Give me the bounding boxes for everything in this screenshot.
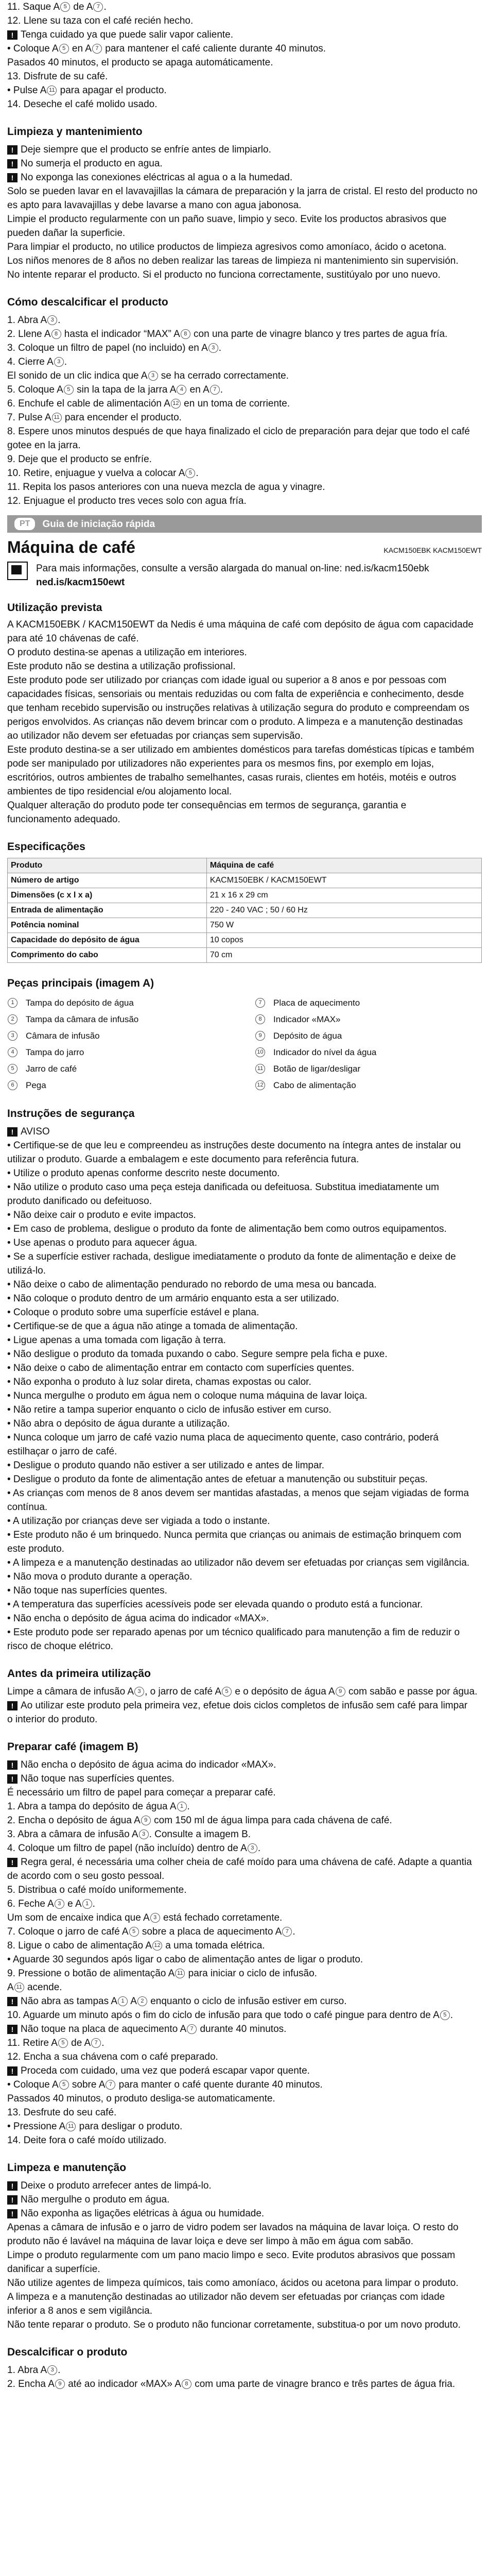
warning-icon: ! [7, 1858, 18, 1867]
text-line: Este produto destina-se a ser utilizado em ambientes domésticos para tarefas domésticas típicas e também [7, 744, 475, 755]
text-line: • Este produto não é um brinquedo. Nunca permita que crianças ou animais de estimação brinquem com [7, 1530, 462, 1540]
text-line: Não utilize agentes de limpeza químicos, tais como amoníaco, ácidos ou acetona para limpar o produto. [7, 2278, 459, 2289]
list-item [255, 1044, 482, 1060]
part-reference-marker: 7 [282, 1927, 292, 1937]
specifications-title: Especificações [7, 841, 85, 853]
part-reference-marker: 8 [181, 329, 190, 339]
text-line: risco de choque elétrico. [7, 1641, 113, 1652]
part-reference-marker: 3 [47, 315, 57, 325]
table-row [8, 918, 482, 933]
warning-icon: ! [7, 159, 18, 168]
text-line: • Não exponha o produto à luz solar direta, chamas expostas ou calor. [7, 1377, 311, 1387]
part-reference-marker: 3 [150, 1913, 160, 1923]
text-line: produto danificado ou defeituoso. [7, 1196, 152, 1207]
text-line: escritórios, outros ambientes de trabalho semelhantes, casas rurais, clientes em hotéis, motéis e outros [7, 772, 457, 783]
text-line: • Coloque A 5 sobre A 7 para manter o café quente durante 40 minutos. [7, 2079, 323, 2090]
text-line: 9. Pressione o botão de alimentação A 11 para iniciar o ciclo de infusão. [7, 1968, 317, 1979]
text-line: 10. Aguarde um minuto após o fim do ciclo de infusão para que todo o café pingue para dentro de A 5 . [7, 2010, 453, 2021]
part-name: Pega [26, 1080, 46, 1090]
text-line: 14. Deite fora o café moído utilizado. [7, 2135, 167, 2146]
text-line: de acordo com o seu gosto pessoal. [7, 1871, 165, 1882]
text-line: Limpe o produto regularmente com um pano macio limpo e seco. Evite produtos abrasivos que possam [7, 2250, 456, 2261]
text-line: Qualquer alteração do produto pode ter consequências em termos de segurança, garantia e [7, 800, 407, 811]
warning-icon: ! [7, 1997, 18, 2006]
table-header-row [8, 858, 482, 873]
text-line: 4. Cierre A 3 . [7, 357, 67, 367]
text-line: Los niños menores de 8 años no deben realizar las tareas de limpieza ni mantenimiento sin supervisión. [7, 256, 459, 266]
table-row [8, 948, 482, 963]
first-use-title: Antes da primeira utilização [7, 1668, 151, 1680]
text-line: pode ser manipulado por utilizadores não experientes para os mesmos fins, por exemplo em lojas, [7, 758, 434, 769]
intended-use-text [7, 618, 482, 826]
text-line: Limpe a câmara de infusão A 3 , o jarro de café A 5 e o depósito de água A 9 com sabão e passe por água. [7, 1686, 478, 1697]
text-line: • Aguarde 30 segundos após ligar o cabo de alimentação antes de ligar o produto. [7, 1954, 363, 1965]
text-line: • Em caso de problema, desligue o produto da fonte de alimentação bem como outros equipamentos. [7, 1224, 447, 1234]
part-reference-marker: 5 [59, 44, 69, 54]
table-row [8, 933, 482, 948]
es-cleaning-title: Limpieza y mantenimiento [7, 126, 143, 138]
spec-label: Entrada de alimentação [8, 903, 207, 918]
text-line: ambientes de tipo residencial e/ou alojamento local. [7, 786, 232, 797]
text-line: ! Ao utilizar este produto pela primeira vez, efetue dois ciclos completos de infusão sem café para limpar [7, 1699, 482, 1713]
text-line: es apto para lavavajillas y debe lavarse a mano con agua jabonosa. [7, 200, 302, 211]
text-line: • Não deixe cair o produto e evite impactos. [7, 1210, 196, 1221]
part-reference-marker: 11 [66, 2122, 76, 2131]
pt-cleaning-text [7, 2179, 482, 2332]
part-reference-marker: 3 [248, 1843, 257, 1853]
list-item [7, 1011, 234, 1027]
text-line: A limpeza e a manutenção destinadas ao utilizador não devem ser efetuadas por crianças com idade [7, 2292, 445, 2302]
part-number-marker: 1 [8, 998, 18, 1008]
part-name: Placa de aquecimento [273, 997, 360, 1008]
text-line: 1. Abra a tampa do depósito de água A 1 . [7, 1801, 190, 1812]
text-line: que tenham recebido supervisão ou instruções relativas à utilização segura do produto e compreendam os [7, 703, 469, 714]
part-reference-marker: 7 [93, 2, 103, 12]
list-item [7, 1060, 234, 1077]
part-name: Indicador «MAX» [273, 1014, 341, 1024]
text-line: • Use apenas o produto para aquecer água. [7, 1238, 197, 1248]
part-reference-marker: 5 [185, 468, 195, 478]
text-line: ! Deje siempre que el producto se enfríe antes de limpiarlo. [7, 143, 482, 157]
list-item [7, 1077, 234, 1093]
text-line: 3. Coloque un filtro de papel (no incluido) en A 3 . [7, 343, 222, 353]
text-line: 1. Abra A 3 . [7, 2365, 61, 2376]
text-line: 11. Repita los pasos anteriores con una nueva mezcla de agua y vinagre. [7, 482, 325, 493]
text-line: • Se a superfície estiver rachada, desligue imediatamente o produto da fonte de alimentação e deixe de [7, 1251, 456, 1262]
part-reference-marker: 3 [55, 1899, 64, 1909]
text-line: El sonido de un clic indica que A 3 se ha cerrado correctamente. [7, 370, 289, 381]
text-line: Limpie el producto regularmente con un paño suave, limpio y seco. Evite los productos abrasivos que [7, 214, 447, 225]
warning-icon: ! [7, 1127, 18, 1137]
part-reference-marker: 11 [52, 413, 62, 422]
text-line: • A utilização por crianças deve ser vigiada a todo o instante. [7, 1516, 270, 1527]
part-reference-marker: 7 [187, 2024, 197, 2034]
manual-book-icon [7, 562, 28, 580]
spec-value: 750 W [206, 918, 481, 933]
es-cleaning-text [7, 143, 482, 282]
part-name: Botão de ligar/desligar [273, 1063, 361, 1074]
text-line: Este produto pode ser utilizado por crianças com idade igual ou superior a 8 anos e por pessoas com [7, 675, 447, 686]
text-line: • Não desligue o produto da tomada puxando o cabo. Segure sempre pela ficha e puxe. [7, 1349, 388, 1360]
text-line: • As crianças com menos de 8 anos devem ser mantidas afastadas, a menos que sejam vigiadas de forma [7, 1488, 469, 1499]
part-reference-marker: 7 [106, 2080, 115, 2090]
part-reference-marker: 7 [210, 385, 220, 395]
text-line: 7. Pulse A 11 para encender el producto. [7, 412, 182, 423]
page-title: Máquina de café [7, 538, 135, 556]
text-line: utilizá-lo. [7, 1265, 46, 1276]
part-number-marker: 7 [255, 998, 265, 1008]
part-reference-marker: 12 [171, 399, 181, 409]
text-line: ! No exponga las conexiones eléctricas al agua o a la humedad. [7, 171, 482, 184]
text-line: 2. Encha A 9 até ao indicador «MAX» A 8 com uma parte de vinagre branco e três partes de água fria. [7, 2379, 456, 2389]
es-descale-text [7, 313, 482, 508]
text-line: • Ligue apenas a uma tomada com ligação à terra. [7, 1335, 226, 1346]
text-line: 3. Abra a câmara de infusão A 3 . Consulte a imagem B. [7, 1829, 251, 1840]
text-line: contínua. [7, 1502, 48, 1513]
warning-icon: ! [7, 1701, 18, 1710]
text-line: inferior a 8 anos e sem vigilância. [7, 2306, 152, 2316]
part-name: Tampa da câmara de infusão [26, 1014, 139, 1024]
text-line: • Coloque A 5 en A 7 para mantener el café caliente durante 40 minutos. [7, 43, 326, 54]
text-line: ! Regra geral, é necessária uma colher cheia de café moído para uma chávena de café. Adapte a quantia [7, 1855, 482, 1869]
part-reference-marker: 4 [177, 385, 186, 395]
part-reference-marker: 7 [92, 44, 102, 54]
text-line: • Não abra o depósito de água durante a utilização. [7, 1418, 230, 1429]
part-number-marker: 11 [255, 1064, 265, 1074]
part-reference-marker: 1 [82, 1899, 92, 1909]
part-reference-marker: 3 [208, 343, 218, 353]
online-manual-text: Para mais informações, consulte a versão alargada do manual on-line: ned.is/kacm150ebk [36, 563, 429, 574]
text-line: 6. Enchufe el cable de alimentación A 12 en un toma de corriente. [7, 398, 290, 409]
warning-icon: ! [7, 173, 18, 182]
text-line: produto não é lavável na máquina de lavar loiça e deve ser limpo à mão em água com sabão. [7, 2236, 413, 2247]
warning-icon: ! [7, 1760, 18, 1770]
part-reference-marker: 3 [148, 371, 158, 381]
main-parts-title: Peças principais (imagem A) [7, 977, 154, 989]
part-reference-marker: 11 [175, 1969, 185, 1978]
text-line: 8. Espere unos minutos después de que haya finalizado el ciclo de preparación para dejar que todo el café [7, 426, 470, 437]
spec-value: KACM150EBK / KACM150EWT [206, 873, 481, 888]
pt-descale-text [7, 2363, 482, 2391]
warning-icon: ! [7, 2195, 18, 2205]
text-line: Apenas a câmara de infusão e o jarro de vidro podem ser lavados na máquina de lavar loiça. O resto do [7, 2222, 459, 2233]
text-line: danificar a superfície. [7, 2264, 100, 2275]
part-reference-marker: 9 [141, 1816, 151, 1825]
text-line: A KACM150EBK / KACM150EWT da Nedis é uma máquina de café com depósito de água com capacidade [7, 619, 474, 630]
table-header-cell: Produto [8, 858, 207, 873]
spec-label: Potência nominal [8, 918, 207, 933]
part-reference-marker: 5 [64, 385, 74, 395]
part-reference-marker: 5 [222, 1687, 232, 1697]
text-line: ! Tenga cuidado ya que puede salir vapor caliente. [7, 28, 482, 42]
part-number-marker: 12 [255, 1080, 265, 1090]
text-line: • Não coloque o produto dentro de um armário enquanto esta a ser utilizado. [7, 1293, 339, 1304]
part-reference-marker: 3 [139, 1829, 149, 1839]
list-item [7, 1044, 234, 1060]
text-line: Passados 40 minutos, o produto desliga-se automaticamente. [7, 2093, 275, 2104]
text-line: Um som de encaixe indica que A 3 está fechado corretamente. [7, 1912, 283, 1923]
part-reference-marker: 5 [440, 2010, 450, 2020]
text-line: • Não deixe o cabo de alimentação pendurado no rebordo de uma mesa ou bancada. [7, 1279, 377, 1290]
text-line: 14. Deseche el café molido usado. [7, 99, 158, 110]
text-line: 11. Saque A 5 de A 7 . [7, 2, 107, 12]
text-line: Não tente reparar o produto. Se o produto não funcionar corretamente, substitua-o por um novo produto. [7, 2319, 461, 2330]
main-parts-list [7, 994, 482, 1093]
part-number-marker: 10 [255, 1047, 265, 1057]
list-item [255, 1027, 482, 1044]
warning-icon: ! [7, 2066, 18, 2076]
text-line: para até 10 chávenas de café. [7, 633, 139, 644]
text-line: • Pulse A 11 para apagar el producto. [7, 85, 167, 96]
text-line: No intente reparar el producto. Si el producto no funciona correctamente, sustitúyalo por uno nuevo. [7, 269, 441, 280]
warning-icon: ! [7, 145, 18, 155]
text-line: Solo se pueden lavar en el lavavajillas la cámara de preparación y la jarra de cristal. El resto del producto no [7, 186, 478, 197]
part-reference-marker: 1 [118, 1996, 128, 2006]
quick-start-title: Guia de iniciação rápida [42, 518, 155, 530]
text-line: • Não utilize o produto caso uma peça esteja danificada ou defeituosa. Substitua imediatamente um [7, 1182, 439, 1193]
text-line: estilhaçar o jarro de café. [7, 1446, 117, 1457]
text-line: Pasados 40 minutos, el producto se apaga automáticamente. [7, 57, 273, 68]
language-bar [7, 515, 482, 533]
text-line: ! Deixe o produto arrefecer antes de limpá-lo. [7, 2179, 482, 2193]
spec-value: 10 copos [206, 933, 481, 948]
text-line: utilizar o produto. Guarde a embalagem e este documento para referência futura. [7, 1154, 359, 1165]
es-descale-title: Cómo descalcificar el producto [7, 296, 168, 308]
text-line: • Não mova o produto durante a operação. [7, 1571, 193, 1582]
pt-descale-title: Descalcificar o produto [7, 2346, 128, 2358]
warning-icon: ! [7, 2209, 18, 2218]
table-row [8, 873, 482, 888]
part-reference-marker: 5 [129, 1927, 139, 1937]
part-reference-marker: 7 [91, 2038, 101, 2048]
model-numbers: KACM150EBK KACM150EWT [383, 546, 482, 554]
text-line: • Certifique-se de que a água não atinge a tomada de alimentação. [7, 1321, 298, 1332]
text-line: 7. Coloque o jarro de café A 5 sobre a placa de aquecimento A 7 . [7, 1926, 295, 1937]
text-line: ! Não encha o depósito de água acima do indicador «MAX». [7, 1758, 482, 1772]
part-number-marker: 6 [8, 1080, 18, 1090]
brew-steps [7, 1758, 482, 2147]
text-line: funcionamento adequado. [7, 814, 120, 825]
part-reference-marker: 3 [134, 1687, 144, 1697]
spec-label: Número de artigo [8, 873, 207, 888]
text-line: ao utilizador não devem ser efetuadas por crianças sem supervisão. [7, 731, 303, 741]
part-reference-marker: 5 [58, 2038, 68, 2048]
text-line: pueden dañar la superficie. [7, 228, 126, 239]
list-item [255, 1060, 482, 1077]
text-line: ! No sumerja el producto en agua. [7, 157, 482, 171]
text-line: este produto. [7, 1544, 64, 1554]
part-reference-marker: 9 [336, 1687, 345, 1697]
text-line: • Não retire a tampa superior enquanto o ciclo de infusão estiver em curso. [7, 1404, 331, 1415]
table-header-cell: Máquina de café [206, 858, 481, 873]
text-line: 5. Coloque A 5 sin la tapa de la jarra A 4 en A 7 . [7, 384, 223, 395]
part-reference-marker: 12 [152, 1941, 162, 1951]
text-line: Para limpiar el producto, no utilice productos de limpieza agresivos como amoníaco, ácido o acetona. [7, 242, 447, 252]
table-row [8, 888, 482, 903]
text-line: • Utilize o produto apenas conforme descrito neste documento. [7, 1168, 280, 1179]
text-line: 2. Encha o depósito de água A 9 com 150 ml de água limpa para cada chávena de café. [7, 1815, 392, 1826]
text-line: • Não toque nas superfícies quentes. [7, 1585, 167, 1596]
text-line: 12. Enjuague el producto tres veces solo con agua fría. [7, 496, 247, 506]
text-line: 12. Encha a sua chávena com o café preparado. [7, 2052, 218, 2062]
es-brewing-end [7, 0, 482, 111]
text-line: 1. Abra A 3 . [7, 315, 61, 326]
text-line: • A limpeza e a manutenção destinadas ao utilizador não devem ser efetuadas por crianças sem vigilância. [7, 1557, 470, 1568]
list-item [255, 994, 482, 1011]
text-line: • Pressione A 11 para desligar o produto. [7, 2121, 183, 2132]
text-line: Este produto não se destina a utilização profissional. [7, 661, 236, 672]
text-line: ! Não mergulhe o produto em água. [7, 2193, 482, 2207]
text-line: • Nunca coloque um jarro de café vazio numa placa de aquecimento quente, caso contrário, poderá [7, 1432, 439, 1443]
list-item [7, 1027, 234, 1044]
part-reference-marker: 8 [182, 2379, 191, 2389]
title-row [7, 537, 482, 557]
part-reference-marker: 5 [60, 2, 70, 12]
safety-list [7, 1139, 482, 1653]
specifications-table [7, 858, 482, 963]
text-line: 9. Deje que el producto se enfríe. [7, 454, 152, 465]
part-reference-marker: 3 [54, 357, 64, 367]
text-line: A 11 acende. [7, 1982, 62, 1993]
part-number-marker: 5 [8, 1064, 18, 1074]
part-reference-marker: 8 [51, 329, 61, 339]
text-line: • A temperatura das superfícies acessíveis pode ser elevada quando o produto está a funcionar. [7, 1599, 423, 1610]
part-number-marker: 4 [8, 1047, 18, 1057]
part-reference-marker: 11 [47, 86, 57, 95]
list-item [255, 1077, 482, 1093]
text-line: • Este produto pode ser reparado apenas por um técnico qualificado para manutenção a fim de reduzir o [7, 1627, 460, 1638]
text-line: 10. Retire, enjuague y vuelva a colocar A 5 . [7, 468, 199, 479]
text-line: ! Não toque na placa de aquecimento A 7 durante 40 minutos. [7, 2022, 482, 2036]
text-line: • Não deixe o cabo de alimentação entrar em contacto com superfícies quentes. [7, 1363, 355, 1374]
part-number-marker: 8 [255, 1014, 265, 1024]
online-manual-link[interactable]: ned.is/kacm150ewt [36, 577, 125, 588]
part-number-marker: 9 [255, 1031, 265, 1041]
text-line: 4. Coloque um filtro de papel (não incluído) dentro de A 3 . [7, 1843, 261, 1854]
text-line: 5. Distribua o café moído uniformemente. [7, 1885, 187, 1895]
text-line: 13. Disfrute de su café. [7, 71, 108, 82]
part-name: Depósito de água [273, 1030, 342, 1041]
warning-icon: ! [7, 30, 18, 40]
part-name: Indicador do nível da água [273, 1047, 377, 1057]
intended-use-title: Utilização prevista [7, 602, 102, 614]
warning-icon: ! [7, 1774, 18, 1784]
list-item [7, 994, 234, 1011]
text-line: • Desligue o produto quando não estiver a ser utilizado e antes de limpar. [7, 1460, 325, 1471]
spec-value: 70 cm [206, 948, 481, 963]
brew-title: Preparar café (imagem B) [7, 1741, 138, 1753]
part-reference-marker: 3 [47, 2365, 57, 2375]
part-reference-marker: 9 [55, 2379, 65, 2389]
text-line: ! Não exponha as ligações elétricas à água ou humidade. [7, 2207, 482, 2221]
text-line: É necessário um filtro de papel para começar a preparar café. [7, 1787, 276, 1798]
part-reference-marker: 5 [59, 2080, 69, 2090]
part-name: Jarro de café [26, 1063, 77, 1074]
text-line: ! Não toque nas superfícies quentes. [7, 1772, 482, 1786]
text-line: capacidades físicas, sensoriais ou mentais reduzidas ou com falta de experiência e conhecimento, desde [7, 689, 464, 700]
text-line: • Desligue o produto da fonte de alimentação antes de efetuar a manutenção ou substituir peças. [7, 1474, 428, 1485]
part-name: Cabo de alimentação [273, 1080, 356, 1090]
part-name: Tampa do depósito de água [26, 997, 134, 1008]
part-name: Câmara de infusão [26, 1030, 100, 1041]
list-item [255, 1011, 482, 1027]
text-line: ! Proceda com cuidado, uma vez que poderá escapar vapor quente. [7, 2064, 482, 2078]
part-reference-marker: 2 [137, 1996, 147, 2006]
warning-icon: ! [7, 2025, 18, 2034]
text-line: o interior do produto. [7, 1714, 98, 1725]
spec-label: Capacidade do depósito de água [8, 933, 207, 948]
part-reference-marker: 11 [14, 1982, 24, 1992]
online-manual-note [7, 562, 482, 589]
safety-title: Instruções de segurança [7, 1108, 135, 1120]
text-line: 2. Llene A 8 hasta el indicador “MAX” A 8 con una parte de vinagre blanco y tres partes de agua fría. [7, 329, 448, 340]
part-name: Tampa do jarro [26, 1047, 84, 1057]
text-line: 12. Llene su taza con el café recién hecho. [7, 15, 194, 26]
language-code-badge: PT [14, 518, 35, 530]
text-line: 8. Ligue o cabo de alimentação A 12 a uma tomada elétrica. [7, 1940, 265, 1951]
spec-value: 220 - 240 VAC ; 50 / 60 Hz [206, 903, 481, 918]
part-reference-marker: 1 [177, 1802, 187, 1811]
text-line: gotee en la jarra. [7, 440, 81, 451]
first-use-text [7, 1685, 482, 1726]
text-line: • Certifique-se de que leu e compreendeu as instruções deste documento na íntegra antes de instalar ou [7, 1140, 461, 1151]
text-line: • Coloque o produto sobre uma superfície estável e plana. [7, 1307, 259, 1318]
spec-label: Dimensões (c x l x a) [8, 888, 207, 903]
text-line: ! Não abra as tampas A 1 A 2 enquanto o ciclo de infusão estiver em curso. [7, 1994, 482, 2008]
table-row [8, 903, 482, 918]
text-line: • Não encha o depósito de água acima do indicador «MAX». [7, 1613, 269, 1624]
safety-warning [7, 1125, 482, 1139]
pt-cleaning-title: Limpeza e manutenção [7, 2162, 127, 2174]
text-line: 6. Feche A 3 e A 1 . [7, 1899, 95, 1909]
text-line: • Nunca mergulhe o produto em água nem o coloque numa máquina de lavar loiça. [7, 1391, 368, 1401]
text-line: perigos envolvidos. As crianças não devem brincar com o produto. A limpeza e a manutenção destinadas [7, 717, 463, 727]
text-line: 13. Desfrute do seu café. [7, 2107, 117, 2118]
part-number-marker: 3 [8, 1031, 18, 1041]
spec-label: Comprimento do cabo [8, 948, 207, 963]
text-line: O produto destina-se apenas a utilização em interiores. [7, 647, 247, 658]
spec-value: 21 x 16 x 29 cm [206, 888, 481, 903]
text-line: 11. Retire A 5 de A 7 . [7, 2038, 104, 2048]
warning-icon: ! [7, 2181, 18, 2191]
part-number-marker: 2 [8, 1014, 18, 1024]
safety-warning-label: AVISO [21, 1126, 50, 1137]
